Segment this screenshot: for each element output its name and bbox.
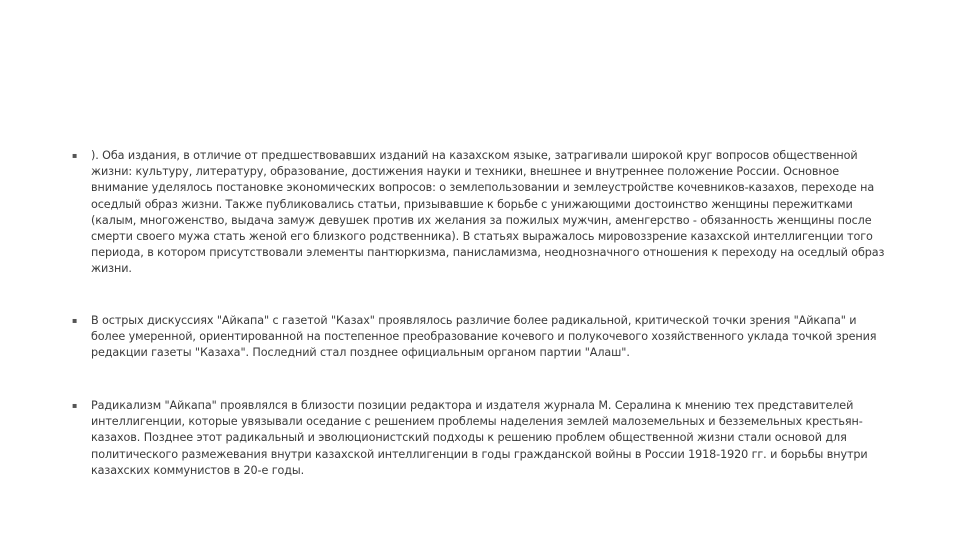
bullet-square-icon: ▪ [72, 401, 78, 410]
bullet-square-icon: ▪ [72, 316, 78, 325]
bullet-item-1 [72, 148, 888, 278]
bullet-item-2 [72, 313, 888, 362]
bullet-text-2: В острых дискуссиях "Айкапа" с газетой "Казах" проявлялось различие более радикальной, критической точки зрения "Айкапа" и более умеренной, ориентированной на постепенное преобразование кочевого и полукочевого хозяйственного уклада точкой зрения редакции газеты "Казаха". Последний стал позднее официальным органом партии "Алаш". [91, 314, 877, 360]
bullet-text-1: ). Оба издания, в отличие от предшествовавших изданий на казахском языке, затрагивали широкой круг вопросов общественной жизни: культуру, литературу, образование, достижения науки и техники, внешнее и внутреннее положение России. Основное внимание уделялось постановке экономических вопросов: о землепользовании и землеустройстве кочевников-казахов, переходе на оседлый образ жизни. Также публиковались статьи, призывавшие к борьбе с унижающими достоинство женщины пережитками (калым, многоженство, выдача замуж девушек против их желания за пожилых мужчин, аменгерство - обязанность женщины после смерти своего мужа стать женой его близкого родственника). В статьях выражалось мировоззрение казахской интеллигенции того периода, в котором присутствовали элементы пантюркизма, панисламизма, неоднозначного отношения к переходу на оседлый образ жизни. [91, 149, 885, 276]
bullet-text-3: Радикализм "Айкапа" проявлялся в близости позиции редактора и издателя журнала М. Сералина к мнению тех представителей интеллигенции, которые увязывали оседание с решением проблемы наделения землей малоземельных и безземельных крестьян-казахов. Позднее этот радикальный и эволюционистский подходы к решению проблем общественной жизни стали основой для политического размежевания внутри казахской интеллигенции в годы гражданской войны в России 1918-1920 гг. и борьбы внутри казахских коммунистов в 20-е годы. [91, 399, 868, 477]
bullet-item-3 [72, 398, 888, 479]
bullet-square-icon: ▪ [72, 151, 78, 160]
